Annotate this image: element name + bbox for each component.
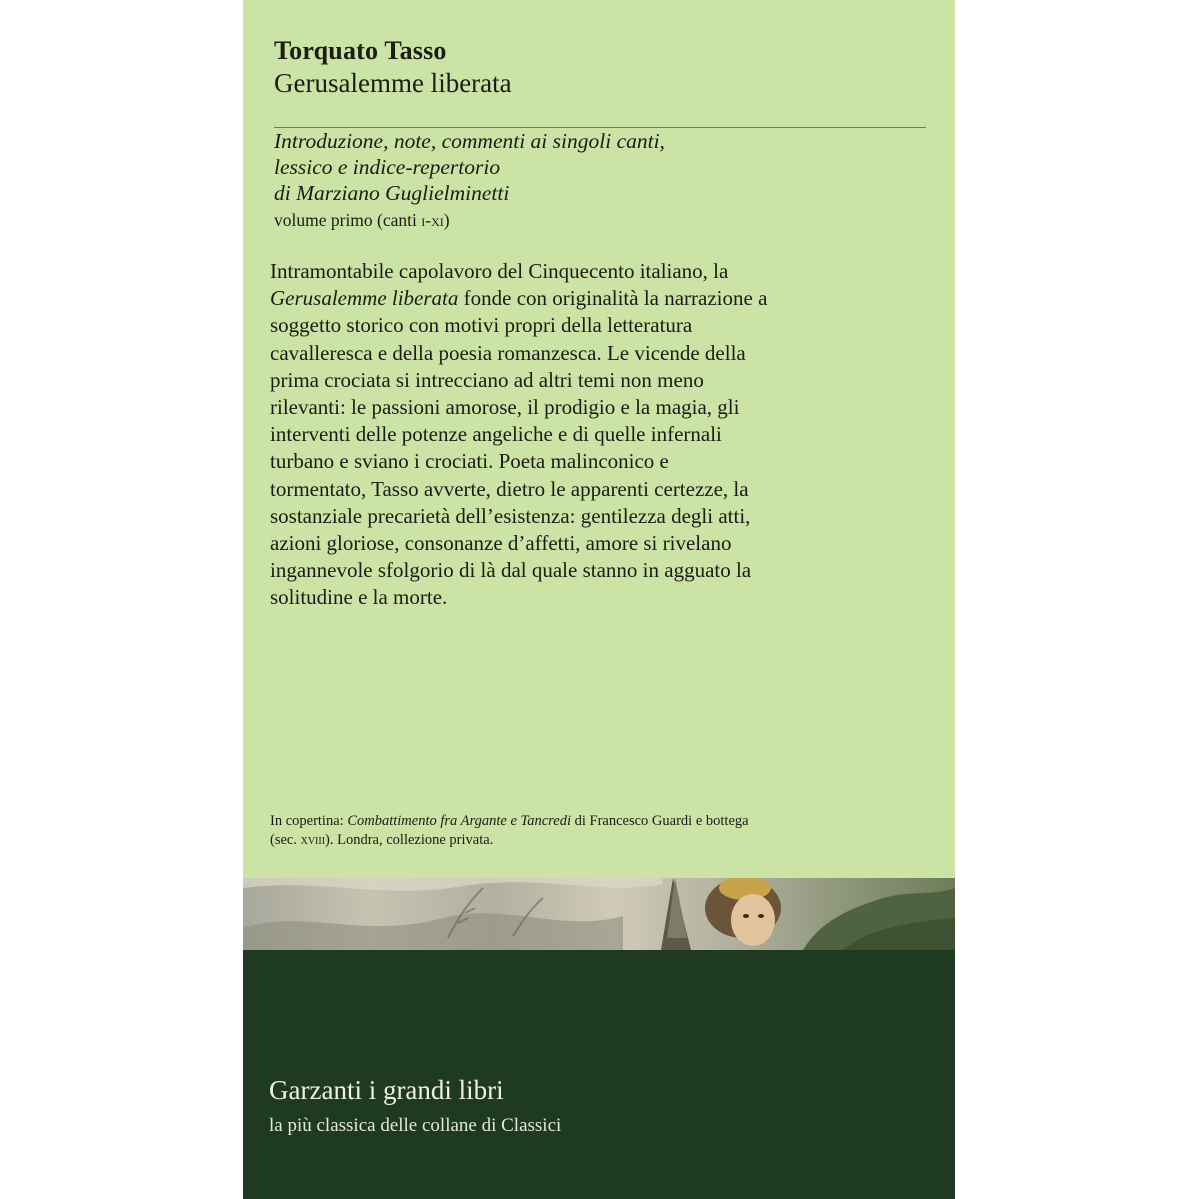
credits-line-1: Introduzione, note, commenti ai singoli canti, xyxy=(274,129,665,153)
painting-detail-image xyxy=(243,878,955,950)
cover-image-caption xyxy=(270,812,760,850)
volume-prefix: volume primo (canti xyxy=(274,210,422,230)
series-name: Garzanti i grandi libri xyxy=(269,1075,504,1105)
author-name: Torquato Tasso xyxy=(274,36,447,65)
volume-range: i-xi xyxy=(421,210,444,230)
book-description xyxy=(270,258,770,612)
publisher-band xyxy=(243,950,955,1199)
volume-info xyxy=(274,206,944,234)
book-back-cover xyxy=(243,0,955,1199)
caption-suffix: ). Londra, collezione privata. xyxy=(325,832,494,848)
editorial-credits xyxy=(274,128,944,234)
series-tagline: la più classica delle collane di Classici xyxy=(269,1115,562,1136)
credits-line-3: di Marziano Guglielminetti xyxy=(274,181,510,205)
credits-line-2: lessico e indice-repertorio xyxy=(274,155,501,179)
caption-prefix: In copertina: xyxy=(270,813,348,829)
caption-century: xviii xyxy=(300,832,326,848)
blurb-italic-title: Gerusalemme liberata xyxy=(270,286,459,311)
volume-suffix: ) xyxy=(443,210,450,230)
caption-middle: di Francesco Guardi e bottega (sec. xyxy=(270,813,749,848)
caption-work-title: Combattimento fra Argante e Tancredi xyxy=(347,813,571,829)
blurb-part-2: fonde con originalità la narrazione a soggetto storico con motivi propri della letteratura cavalleresca e della poesia romanzesca. Le vicende della prima crociata si intrecciano ad altri temi non meno rilevanti: le passioni amorose, il prodigio e la magia, gli interventi delle potenze angeliche e di quelle infernali turbano e sviano i crociati. Poeta malinconico e tormentato, Tasso avverte, dietro le apparenti certezze, la sostanziale precarietà dell’esistenza: gentilezza degli atti, azioni gloriose, consonanze d’affetti, amore si rivelano ingannevole sfolgorio di là dal quale stanno in agguato la solitudine e la morte. xyxy=(270,286,768,610)
painting-strip xyxy=(243,878,955,950)
book-title: Gerusalemme liberata xyxy=(274,68,512,98)
blurb-part-1: Intramontabile capolavoro del Cinquecento italiano, la xyxy=(270,259,729,283)
